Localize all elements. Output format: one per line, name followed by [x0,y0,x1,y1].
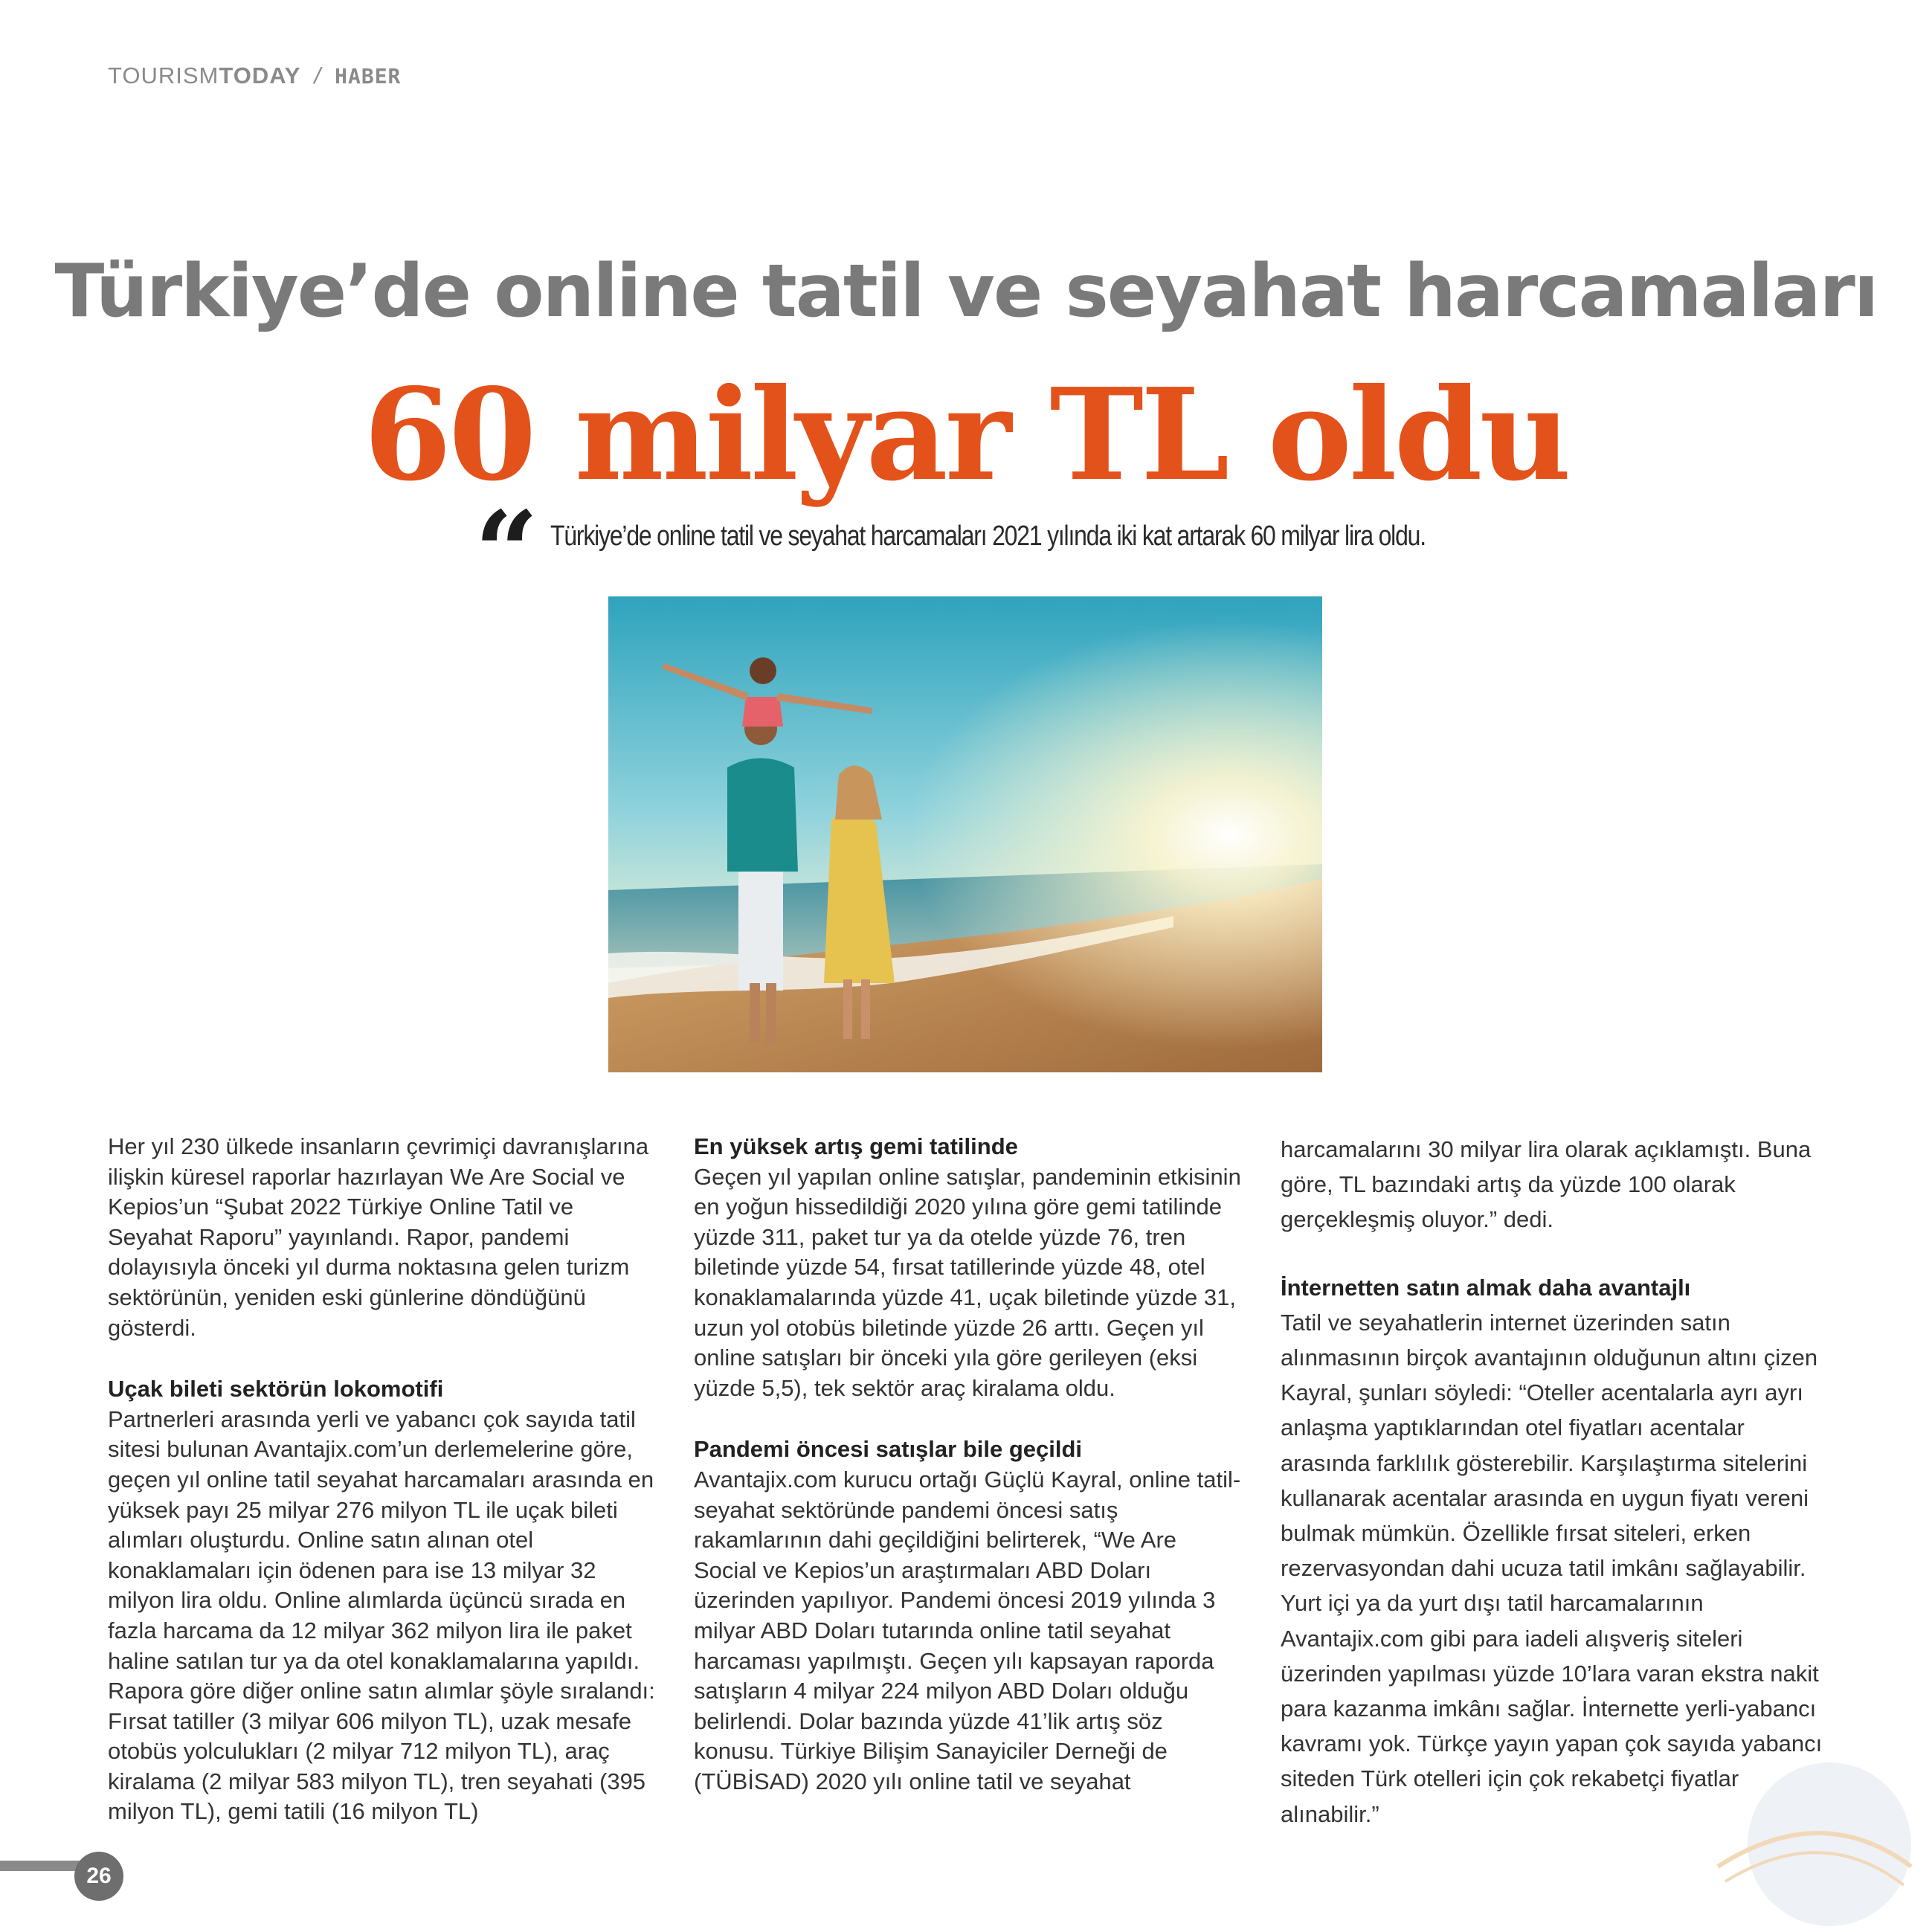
headline-line1: Türkiye’de online tatil ve seyahat harcamaları [54,249,1878,334]
column-2 [694,1132,1244,1797]
paragraph-continued: harcamalarını 30 milyar lira olarak açıklamıştı. Buna göre, TL bazındaki artış da yüzde 100 olarak gerçekleşmiş oluyor.” dedi. [1281,1136,1812,1233]
paragraph-ucak-bileti: Partnerleri arasında yerli ve yabancı çok sayıda tatil sitesi bulunan Avantajix.com’un derlemelerine göre, geçen yıl online tatil seyahat harcamaları arasında en yüksek payı 25 milyar 276 milyon TL ile uçak bileti alımları oluşturdu. Online satın alınan otel konaklamaları için ödenen para ise 13 milyar 32 milyon lira oldu. Online alımlarda üçüncü sırada en fazla harcama da 12 milyar 362 milyon lira ile paket haline satılan tur ya da otel konaklamalarına yapıldı. Rapora göre diğer online satın alımlar şöyle sıralandı: Fırsat tatiller (3 milyar 606 milyon TL), uzak mesafe otobüs yolculukları (2 milyar 712 milyon TL), araç kiralama (2 milyar 583 milyon TL), tren seyahati (395 milyon TL), gemi tatili (16 milyon TL) [108,1405,655,1825]
subheading-ucak-bileti: Uçak bileti sektörün lokomotifi [108,1376,444,1403]
subheading-internetten: İnternetten satın almak daha avantajlı [1281,1274,1691,1301]
beach-family-photo [608,596,1322,1072]
subheading-pandemi-oncesi: Pandemi öncesi satışlar bile geçildi [694,1436,1083,1463]
brand-bold: TODAY [219,62,301,88]
headline-line2: 60 milyar TL oldu [363,361,1569,509]
paragraph-gemi-tatili: Geçen yıl yapılan online satışlar, pandeminin etkisinin en yoğun hissedildiği 2020 yılına göre gemi tatilinde yüzde 311, paket tur ya da otelde yüzde 76, tren biletinde yüzde 54, fırsat tatillerinde yüzde 48, otel konaklamalarında yüzde 41, uçak biletinde yüzde 31, uzun yol otobüs biletinde yüzde 26 arttı. Geçen yıl online satışları bir önceki yıla göre gerileyen (eksi yüzde 5,5), tek sektör araç kiralama oldu. [694,1163,1241,1401]
column-1 [108,1132,658,1827]
quote-mark-icon: “ [474,487,539,618]
column-3 [1281,1132,1831,1832]
planet-ring-decoration-icon [1710,1755,1919,1929]
subheading-gemi-tatili: En yüksek artış gemi tatilinde [694,1133,1018,1159]
header-separator: / [314,62,322,88]
paragraph-internetten: Tatil ve seyahatlerin internet üzerinden satın alınmasının birçok avantajının olduğunun altını çizen Kayral, şunları söyledi: “Oteller acentalarla ayrı ayrı anlaşma yaptıklarından otel fiyatları acentalar arasında farklılık gösterebilir. Karşılaştırma sitelerini kullanarak acentalar arasında en uygun fiyatı vereni bulmak mümkün. Özellikle fırsat siteleri, erken rezervasyondan dahi ucuza tatil imkânı sağlayabilir. Yurt içi ya da yurt dışı tatil harcamalarının Avantajix.com gibi para iadeli alışveriş siteleri üzerinden yapılması yüzde 10’lara varan ekstra nakit para kazanma imkânı sağlar. İnternette yerli-yabancı kavramı yok. Türkçe yayın yapan çok sayıda yabancı siteden Türk otelleri için çok rekabetçi fiyatlar alınabilir.” [1281,1309,1823,1827]
pull-quote-text: Türkiye’de online tatil ve seyahat harcamaları 2021 yılında iki kat artarak 60 milyar lira oldu. [550,521,1426,552]
paragraph-pandemi-oncesi: Avantajix.com kurucu ortağı Güçlü Kayral, online tatil-seyahat sektöründe pandemi öncesi satış rakamlarının dahi geçildiğini belirterek, “We Are Social ve Kepios’un araştırmaları ABD Doları üzerinden yapılıyor. Pandemi öncesi 2019 yılında 3 milyar ABD Doları tutarında online tatil seyahat harcaması yapılmıştı. Geçen yılı kapsayan raporda satışların 4 milyar 224 milyon ABD Doları olduğu belirlendi. Dolar bazında yüzde 41’lik artış söz konusu. Türkiye Bilişim Sanayiciler Derneği de (TÜBİSAD) 2020 yılı online tatil ve seyahat [694,1466,1241,1794]
section-label: HABER [335,64,402,88]
magazine-header [108,62,401,89]
intro-paragraph: Her yıl 230 ülkede insanların çevrimiçi davranışlarına ilişkin küresel raporlar hazırlayan We Are Social ve Kepios’un “Şubat 2022 Türkiye Online Tatil ve Seyahat Raporu” yayınlandı. Rapor, pandemi dolayısıyla önceki yıl durma noktasına gelen turizm sektörünün, yeniden eski günlerine döndüğünü gösterdi. [108,1133,649,1341]
page-number: 26 [74,1852,123,1901]
brand-light: TOURISM [108,62,219,88]
